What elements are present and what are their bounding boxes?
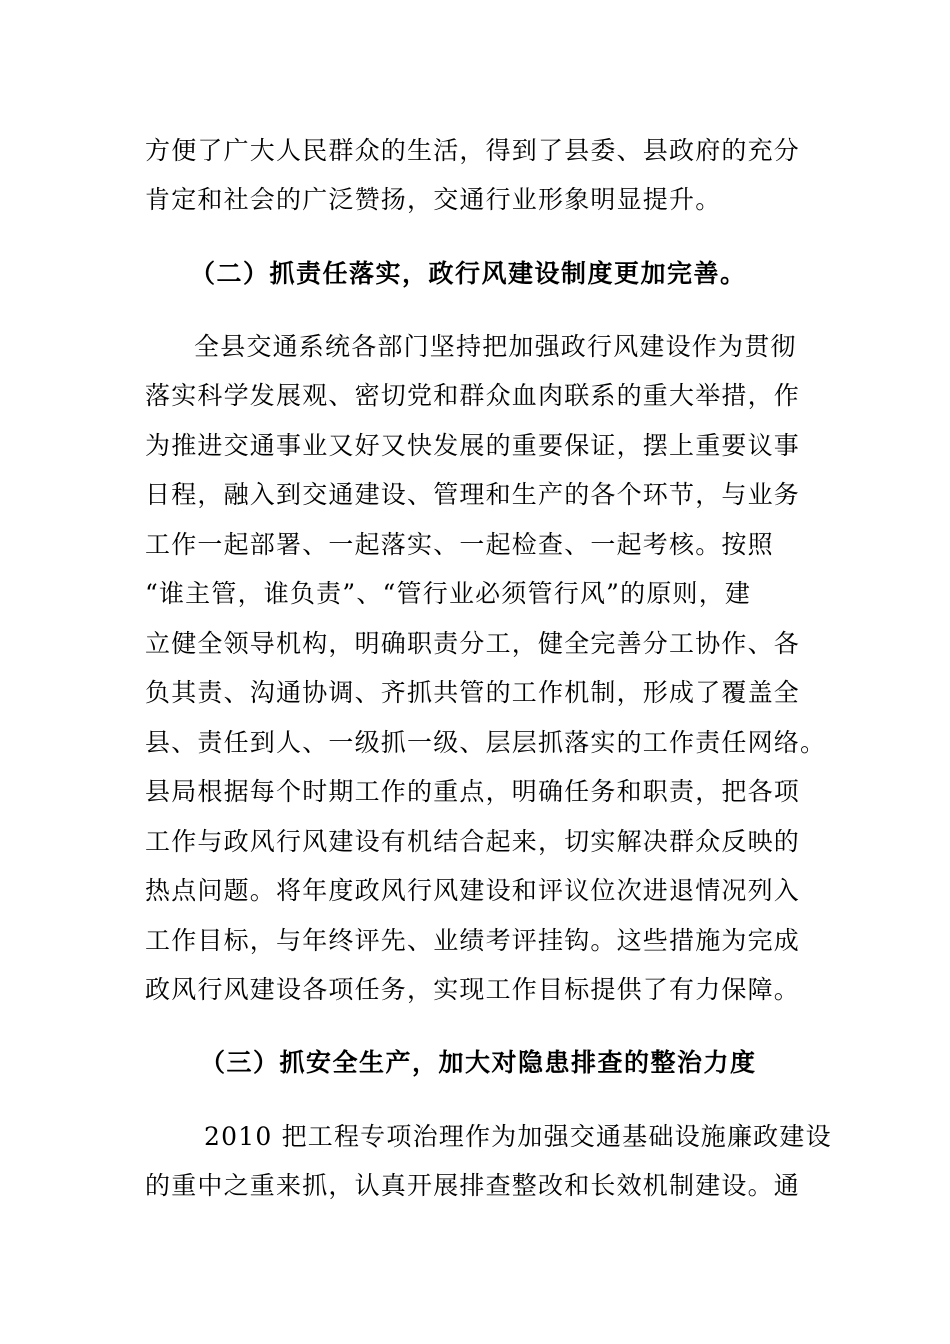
body-text-line: 全县交通系统各部门坚持把加强政行风建设作为贯彻 — [194, 332, 797, 361]
body-text-line: 政风行风建设各项任务，实现工作目标提供了有力保障。 — [145, 975, 801, 1004]
body-text-line: 方便了广大人民群众的生活，得到了县委、县政府的充分 — [145, 136, 801, 165]
body-text-line: 落实科学发展观、密切党和群众血肉联系的重大举措，作 — [145, 381, 801, 410]
body-text-line: 县、责任到人、一级抓一级、层层抓落实的工作责任网络。 — [145, 728, 827, 757]
body-text-line: 工作与政风行风建设有机结合起来，切实解决群众反映的 — [145, 827, 801, 856]
section-heading-3: （三）抓安全生产，加大对隐患排查的整治力度 — [200, 1048, 757, 1077]
body-text-line: 日程，融入到交通建设、管理和生产的各个环节，与业务 — [145, 480, 801, 509]
body-text-line: 工作目标，与年终评先、业绩考评挂钩。这些措施为完成 — [145, 926, 801, 955]
body-text-line: 肯定和社会的广泛赞扬，交通行业形象明显提升。 — [145, 185, 722, 214]
body-text-line: 2010 把工程专项治理作为加强交通基础设施廉政建设 — [204, 1122, 832, 1151]
body-text-line: “谁主管，谁负责”、“管行业必须管行风”的原则，建 — [145, 579, 752, 608]
body-text-line: 热点问题。将年度政风行风建设和评议位次进退情况列入 — [145, 876, 801, 905]
body-text-line: 为推进交通事业又好又快发展的重要保证，摆上重要议事 — [145, 431, 801, 460]
body-text-line: 立健全领导机构，明确职责分工，健全完善分工协作、各 — [145, 629, 801, 658]
section-heading-2: （二）抓责任落实，政行风建设制度更加完善。 — [190, 259, 747, 288]
body-text-line: 负其责、沟通协调、齐抓共管的工作机制，形成了覆盖全 — [145, 678, 801, 707]
body-text-line: 的重中之重来抓，认真开展排查整改和长效机制建设。通 — [145, 1171, 801, 1200]
body-text-line: 县局根据每个时期工作的重点，明确任务和职责，把各项 — [145, 777, 801, 806]
body-text-line: 工作一起部署、一起落实、一起检查、一起考核。按照 — [145, 530, 774, 559]
